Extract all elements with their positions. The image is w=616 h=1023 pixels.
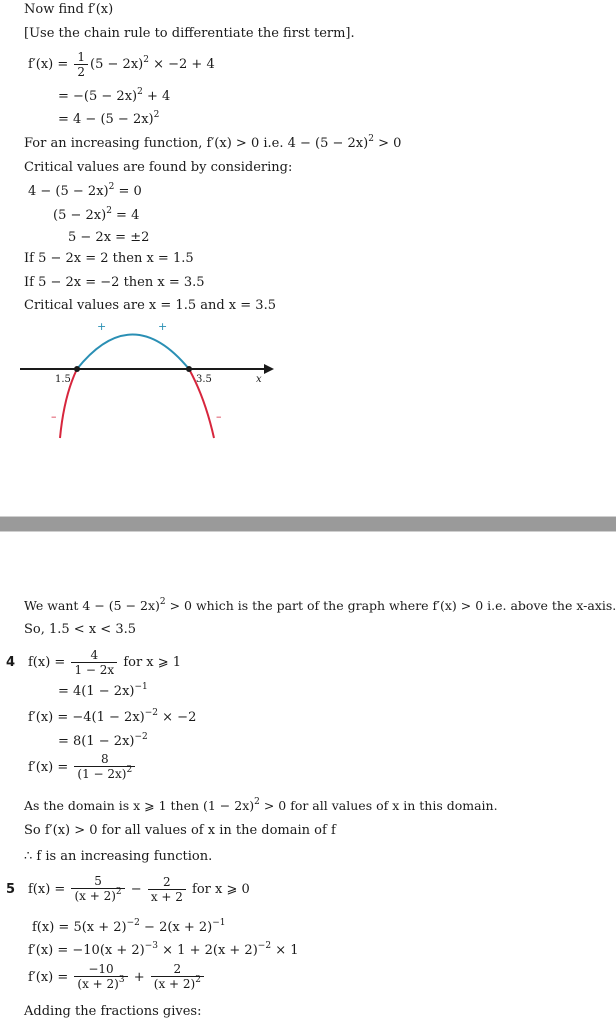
parabola-sketch bbox=[20, 318, 280, 444]
line-q5-function: f(x) = $\frac{5}{(x + 2)^2}$ − $\frac{2}{x + 2}$ for x ⩾ 0 bbox=[28, 874, 250, 904]
question-number-4: 4 bbox=[6, 655, 16, 670]
line-q4-derivative-2: = $8(1 - 2x)^{-2}$ bbox=[58, 732, 148, 749]
line-q4-derivative-1: $f'(x) = -4(1 - 2x)^{-2} \times -2$ bbox=[28, 708, 197, 725]
line-q4-function: f(x) = $\frac{4}{1 - 2x}$ for x ⩾ 1 bbox=[28, 648, 182, 677]
fraction-q5-deriv2: $\frac{2}{(x + 2)^2}$ bbox=[151, 962, 204, 993]
fraction-q5-term1: $\frac{5}{(x + 2)^2}$ bbox=[71, 874, 124, 905]
line-critical-eq-3: 5 − 2x = ±2 bbox=[68, 230, 150, 245]
curve-positive-arc bbox=[77, 335, 189, 370]
line-q4-conclusion-2: ∴ f is an increasing function. bbox=[24, 849, 213, 864]
line-critical-intro: Critical values are found by considering: bbox=[24, 160, 293, 175]
line-we-want: We want $4 - (5 - 2x)^2 > 0$ which is the part of the graph where f′(x) > 0 i.e. above the x-axis. bbox=[24, 597, 616, 613]
line-now-find: Now find f′(x) bbox=[24, 2, 114, 17]
line-chain-rule-note: [Use the chain rule to differentiate the first term]. bbox=[24, 26, 355, 41]
minus-sign-2: – bbox=[216, 410, 222, 423]
fraction-q4-f: $\frac{4}{1 - 2x}$ bbox=[71, 648, 117, 677]
line-q5-adding: Adding the fractions gives: bbox=[24, 1004, 202, 1019]
line-increasing-condition: For an increasing function, f′(x) > 0 i.e. $4 - (5 - 2x)^2 > 0$ bbox=[24, 134, 402, 151]
line-case-1: If 5 − 2x = 2 then x = 1.5 bbox=[24, 251, 194, 266]
root-point-1 bbox=[74, 366, 80, 372]
line-q4-domain-note: As the domain is x ⩾ 1 then $(1 - 2x)^2 > 0$ for all values of x in this domain. bbox=[24, 797, 498, 813]
line-q5-derivative-2: f′(x) = $\frac{-10}{(x + 2)^3}$ + $\frac{2}{(x + 2)^2}$ bbox=[28, 962, 206, 993]
line-case-2: If 5 − 2x = −2 then x = 3.5 bbox=[24, 275, 205, 290]
line-q4-rewrite: = $4(1 - 2x)^{-1}$ bbox=[58, 682, 148, 699]
line-derivative-1: f′(x) = $\frac{1}{2}$ $(5 - 2x)^2 \times -2 + 4$ bbox=[28, 50, 215, 79]
line-critical-eq-1: $4 - (5 - 2x)^2 = 0$ bbox=[28, 182, 142, 199]
line-derivative-3: = $4 - (5 - 2x)^2$ bbox=[58, 110, 160, 127]
line-q4-derivative-3: f′(x) = $\frac{8}{(1 - 2x)^2}$ bbox=[28, 752, 137, 783]
fraction-q5-deriv1: $\frac{-10}{(x + 2)^3}$ bbox=[74, 962, 127, 993]
minus-sign-1: – bbox=[51, 410, 57, 423]
root-point-2 bbox=[186, 366, 192, 372]
page-divider bbox=[0, 516, 616, 532]
fraction-half: $\frac{1}{2}$ bbox=[74, 50, 88, 79]
line-critical-eq-2: $(5 - 2x)^2 = 4$ bbox=[53, 206, 140, 223]
root-label-2: 3.5 bbox=[196, 374, 212, 385]
line-solution-interval: So, 1.5 < x < 3.5 bbox=[24, 622, 136, 637]
question-number-5: 5 bbox=[6, 882, 16, 897]
plus-sign-2: + bbox=[158, 320, 168, 333]
plus-sign-1: + bbox=[97, 320, 107, 333]
line-critical-values: Critical values are x = 1.5 and x = 3.5 bbox=[24, 298, 276, 313]
fraction-q5-term2: $\frac{2}{x + 2}$ bbox=[148, 875, 186, 904]
x-axis-arrow bbox=[264, 364, 274, 374]
line-q5-derivative-1: $f'(x) = -10(x + 2)^{-3} \times 1 + 2(x + 2)^{-2} \times 1$ bbox=[28, 941, 299, 958]
root-label-1: 1.5 bbox=[55, 374, 71, 385]
fraction-q4-fprime: $\frac{8}{(1 - 2x)^2}$ bbox=[74, 752, 135, 783]
axis-label-x: x bbox=[256, 374, 262, 385]
line-derivative-2: = $-(5 - 2x)^2 + 4$ bbox=[58, 87, 171, 104]
line-q4-conclusion-1: So f′(x) > 0 for all values of x in the domain of f bbox=[24, 823, 336, 838]
line-q5-rewrite: $f(x) = 5(x + 2)^{-2} - 2(x + 2)^{-1}$ bbox=[32, 918, 226, 935]
